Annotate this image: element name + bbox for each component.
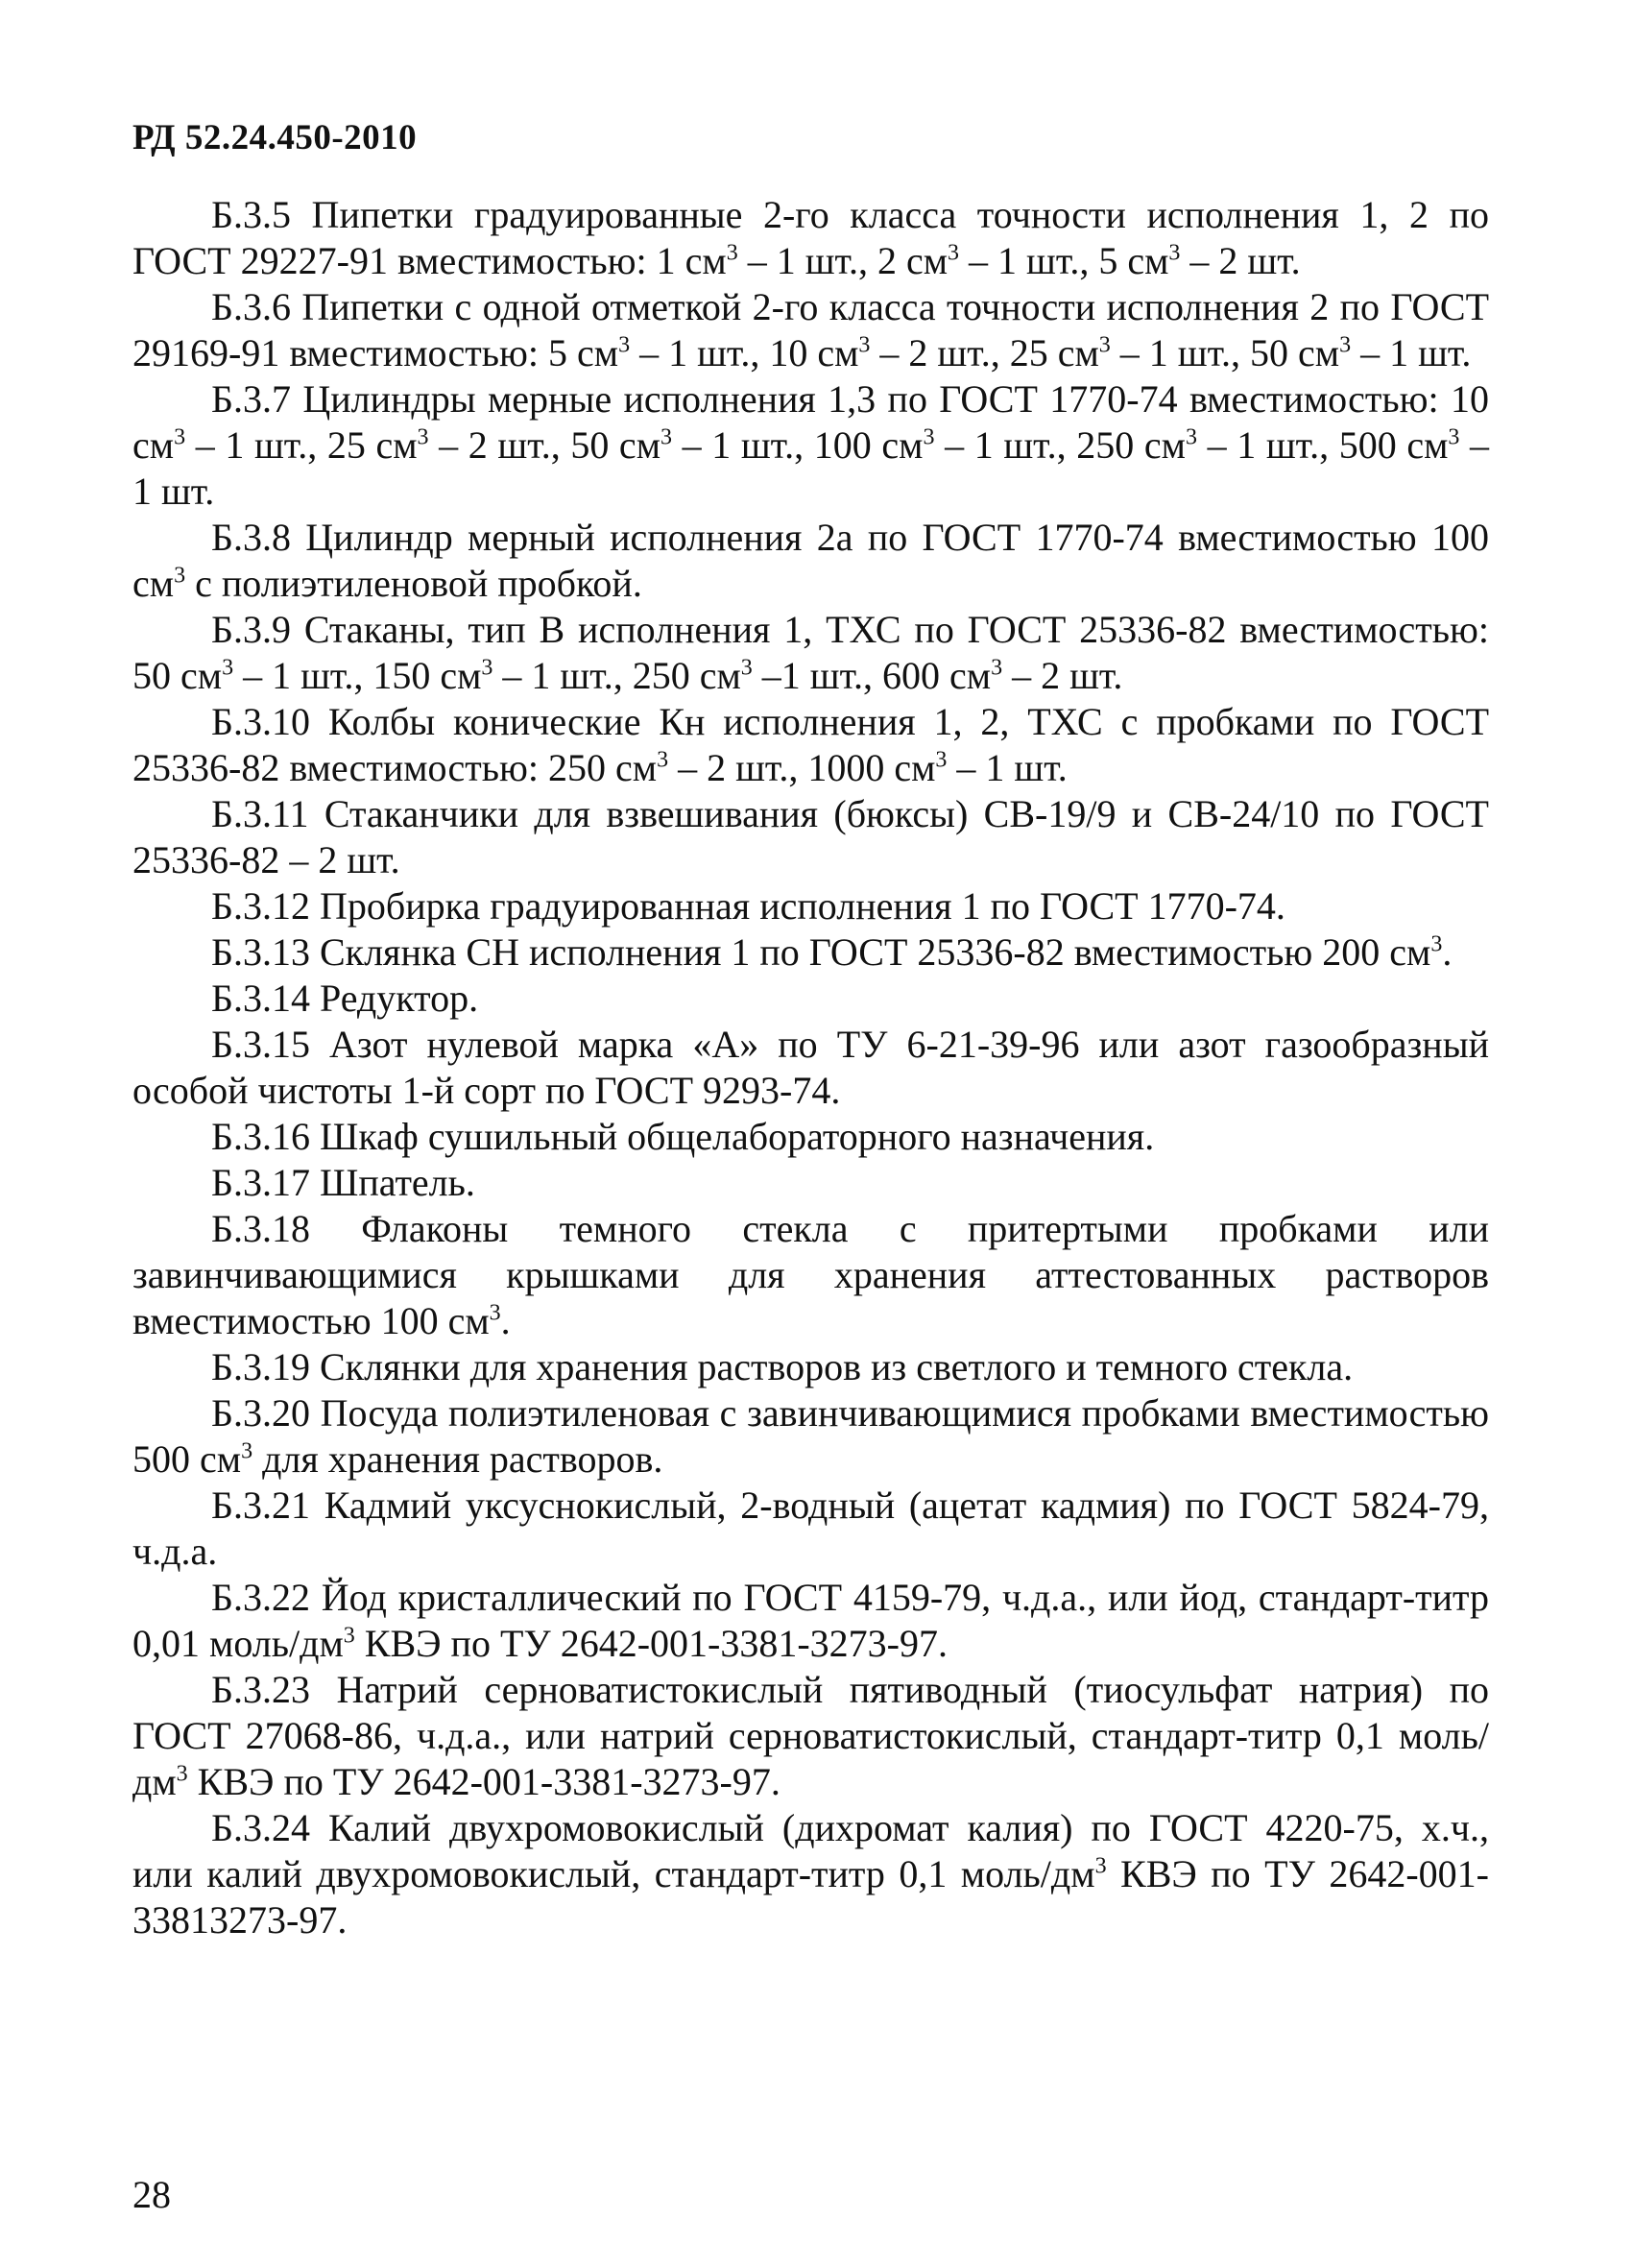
text-run: Б.3.13 Склянка СН исполнения 1 по ГОСТ 25336-82 вместимостью 200 см: [211, 930, 1431, 974]
text-run: Б.3.15 Азот нулевой марка «А» по ТУ 6-21-39-96 или азот газообразный особой чистоты 1-й сорт по ГОСТ 9293-74.: [132, 1023, 1489, 1112]
text-run: Б.3.8 Цилиндр мерный исполнения 2а по ГОСТ 1770-74 вместимостью 100 см: [132, 516, 1489, 605]
list-item: [132, 607, 1489, 699]
text-run: – 1 шт., 150 см: [233, 654, 482, 697]
text-run: Б.3.20 Посуда полиэтиленовая с завинчивающимися пробками вместимостью 500 см: [132, 1391, 1489, 1481]
list-item: [132, 284, 1489, 376]
superscript: 3: [241, 1438, 253, 1464]
superscript: 3: [417, 424, 429, 450]
list-item: [132, 1022, 1489, 1114]
list-item: [132, 1160, 1489, 1206]
superscript: 3: [1098, 332, 1111, 358]
text-run: .: [500, 1299, 511, 1342]
superscript: 3: [1168, 240, 1181, 266]
list-item: [132, 976, 1489, 1022]
text-run: – 1 шт., 50 см: [1110, 331, 1340, 374]
text-run: Б.3.14 Редуктор.: [211, 977, 479, 1020]
superscript: 3: [1430, 931, 1443, 957]
text-run: – 1 шт., 250 см: [492, 654, 741, 697]
text-run: Б.3.12 Пробирка градуированная исполнения 1 по ГОСТ 1770-74.: [211, 884, 1285, 928]
text-run: Б.3.19 Склянки для хранения растворов из светлого и темного стекла.: [211, 1345, 1354, 1388]
superscript: 3: [657, 747, 669, 773]
superscript: 3: [1185, 424, 1197, 450]
text-run: – 2 шт., 25 см: [870, 331, 1099, 374]
list-item: [132, 699, 1489, 791]
superscript: 3: [1448, 424, 1460, 450]
text-run: – 1 шт., 250 см: [934, 423, 1186, 467]
text-run: Б.3.7 Цилиндры мерные исполнения 1,3 по ГОСТ 1770-74 вместимостью: 10 см: [132, 377, 1489, 467]
document-code-header: РД 52.24.450-2010: [132, 118, 418, 157]
list-item: [132, 791, 1489, 883]
text-run: – 1 шт.: [132, 423, 1490, 513]
superscript: 3: [174, 563, 186, 589]
text-run: .: [1442, 930, 1453, 974]
superscript: 3: [948, 240, 960, 266]
superscript: 3: [1094, 1853, 1107, 1879]
text-run: КВЭ по ТУ 2642-001-3381-3273-97.: [354, 1622, 948, 1665]
list-item: [132, 1114, 1489, 1160]
text-run: – 2 шт.: [1002, 654, 1123, 697]
superscript: 3: [176, 1761, 188, 1787]
text-run: Б.3.11 Стаканчики для взвешивания (бюксы) СВ-19/9 и СВ-24/10 по ГОСТ 25336-82 – 2 шт.: [132, 792, 1489, 881]
superscript: 3: [489, 1300, 501, 1326]
list-item: [132, 929, 1489, 976]
page-number: 28: [132, 2173, 171, 2216]
superscript: 3: [481, 655, 493, 681]
superscript: 3: [618, 332, 631, 358]
text-run: – 2 шт., 1000 см: [668, 746, 936, 789]
list-item: [132, 515, 1489, 607]
text-run: для хранения растворов.: [252, 1437, 663, 1481]
list-item: [132, 1483, 1489, 1575]
list-item: [132, 1575, 1489, 1667]
text-run: Б.3.17 Шпатель.: [211, 1161, 475, 1204]
text-run: Б.3.21 Кадмий уксуснокислый, 2-водный (ацетат кадмия) по ГОСТ 5824-79, ч.д.а.: [132, 1484, 1489, 1573]
list-item: [132, 192, 1489, 284]
superscript: 3: [858, 332, 871, 358]
text-run: КВЭ по ТУ 2642-001-33813273-97.: [132, 1852, 1489, 1942]
text-run: –1 шт., 600 см: [752, 654, 992, 697]
document-body: [132, 192, 1489, 1943]
text-run: – 1 шт., 2 см: [737, 239, 949, 282]
list-item: [132, 376, 1489, 515]
list-item: [132, 1206, 1489, 1344]
list-item: [132, 1344, 1489, 1390]
text-run: Б.3.10 Колбы конические Кн исполнения 1, 2, ТХС с пробками по ГОСТ 25336-82 вместимостью: 250 см: [132, 700, 1489, 789]
superscript: 3: [174, 424, 186, 450]
text-run: Б.3.16 Шкаф сушильный общелабораторного назначения.: [211, 1115, 1155, 1158]
text-run: КВЭ по ТУ 2642-001-3381-3273-97.: [187, 1760, 780, 1803]
text-run: – 1 шт., 5 см: [959, 239, 1169, 282]
text-run: Б.3.23 Натрий серноватистокислый пятиводный (тиосульфат натрия) по ГОСТ 27068-86, ч.д.а., или натрий серноватистокислый, стандарт-титр 0,1 моль/дм: [132, 1668, 1489, 1803]
text-run: – 1 шт., 25 см: [185, 423, 418, 467]
superscript: 3: [991, 655, 1003, 681]
superscript: 3: [726, 240, 738, 266]
superscript: 3: [343, 1623, 355, 1649]
text-run: – 1 шт., 500 см: [1196, 423, 1449, 467]
text-run: – 1 шт.: [1351, 331, 1472, 374]
list-item: [132, 1390, 1489, 1483]
list-item: [132, 1667, 1489, 1805]
text-run: – 1 шт., 10 см: [630, 331, 859, 374]
text-run: Б.3.6 Пипетки с одной отметкой 2-го класса точности исполнения 2 по ГОСТ 29169-91 вместимостью: 5 см: [132, 285, 1489, 374]
superscript: 3: [740, 655, 753, 681]
superscript: 3: [222, 655, 234, 681]
superscript: 3: [935, 747, 948, 773]
superscript: 3: [923, 424, 935, 450]
text-run: – 1 шт., 100 см: [672, 423, 924, 467]
text-run: Б.3.24 Калий двухромовокислый (дихромат калия) по ГОСТ 4220-75, х.ч., или калий двухромовокислый, стандарт-титр 0,1 моль/дм: [132, 1806, 1489, 1895]
text-run: Б.3.22 Йод кристаллический по ГОСТ 4159-79, ч.д.а., или йод, стандарт-титр 0,01 моль/дм: [132, 1576, 1489, 1665]
text-run: с полиэтиленовой пробкой.: [185, 562, 642, 605]
text-run: – 1 шт.: [947, 746, 1068, 789]
superscript: 3: [1339, 332, 1352, 358]
text-run: Б.3.9 Стаканы, тип В исполнения 1, ТХС по ГОСТ 25336-82 вместимостью: 50 см: [132, 608, 1489, 697]
text-run: Б.3.18 Флаконы темного стекла с притертыми пробками или завинчивающимися крышками для хранения аттестованных растворов вместимостью 100 см: [132, 1207, 1489, 1342]
text-run: – 2 шт., 50 см: [428, 423, 661, 467]
superscript: 3: [660, 424, 673, 450]
text-run: – 2 шт.: [1180, 239, 1301, 282]
text-run: Б.3.5 Пипетки градуированные 2-го класса точности исполнения 1, 2 по ГОСТ 29227-91 вместимостью: 1 см: [132, 193, 1489, 282]
list-item: [132, 1805, 1489, 1943]
list-item: [132, 883, 1489, 929]
